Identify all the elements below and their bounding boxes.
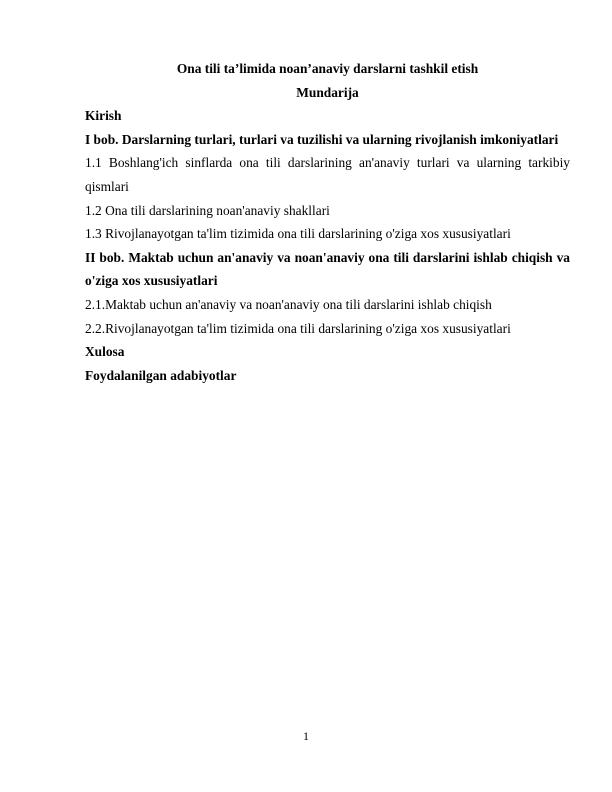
toc-entry-1-2: 1.2 Ona tili darslarining noan'anaviy shakllari	[85, 202, 330, 218]
toc-entry-1-1: 1.1 Boshlang'ich sinflarda ona tili darslarining an'anaviy turlari va ularning tarkibiy qismlari	[85, 155, 570, 194]
toc-entry-chapter-1: I bob. Darslarning turlari, turlari va tuzilishi va ularning rivojlanish imkoniyatlari	[85, 131, 559, 147]
document-title: Ona tili ta’limida noan’anaviy darslarni tashkil etish	[176, 61, 479, 76]
toc-entry-2-1: 2.1.Maktab uchun an'anaviy va noan'anaviy ona tili darslarini ishlab chiqish	[85, 296, 492, 312]
page-content	[85, 57, 570, 387]
page-number: 1	[303, 729, 309, 743]
toc-entry-xulosa: Xulosa	[85, 344, 125, 360]
toc-entry-references: Foydalanilgan adabiyotlar	[85, 367, 237, 383]
toc-entry-2-2: 2.2.Rivojlanayotgan ta'lim tizimida ona tili darslarining o'ziga xos xususiyatlari	[85, 320, 511, 336]
toc-entry-1-3: 1.3 Rivojlanayotgan ta'lim tizimida ona tili darslarining o'ziga xos xususiyatlari	[85, 226, 511, 242]
toc-entry-kirish: Kirish	[85, 108, 122, 124]
toc-heading: Mundarija	[296, 84, 359, 100]
toc-entry-chapter-2: II bob. Maktab uchun an'anaviy va noan'anaviy ona tili darslarini ishlab chiqish va o'ziga xos xususiyatlari	[85, 249, 570, 289]
